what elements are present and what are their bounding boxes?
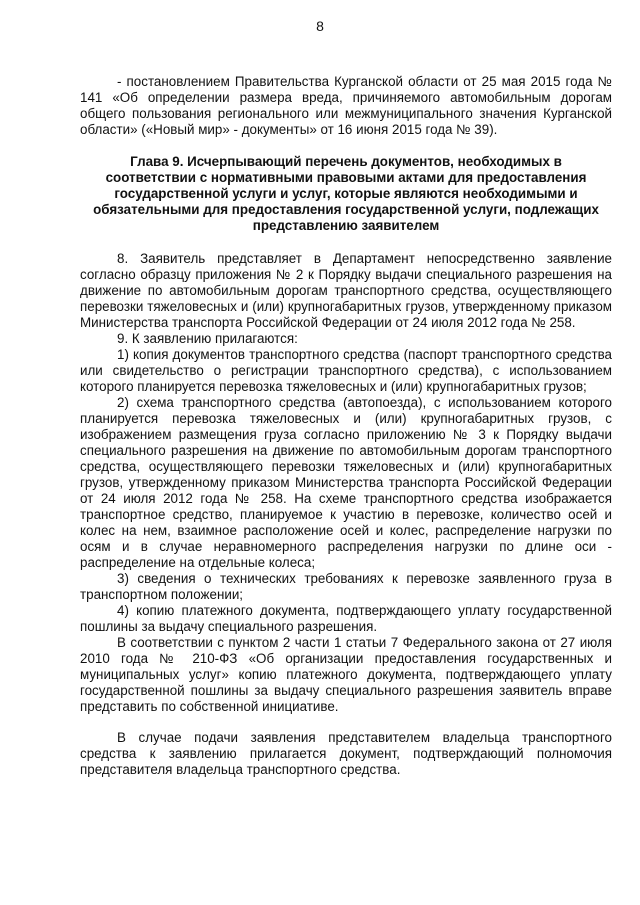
list-item-1: 1) копия документов транспортного средства (паспорт транспортного средства или свидетельство о регистрации транспортного средства), с использованием которого планируется перевозка тяжеловесных и (или) крупногабаритных грузов; <box>80 347 612 394</box>
chapter-heading: Глава 9. Исчерпывающий перечень документов, необходимых в соответствии с нормативными правовыми актами для предоставления государственной услуги и услуг, которые являются необходимыми и обязательными для предоставления государственной услуги, подлежащих представлению заявителем <box>93 154 599 233</box>
list-item-4: 4) копию платежного документа, подтверждающего уплату государственной пошлины за выдачу специального разрешения. <box>80 603 612 634</box>
intro-paragraph: - постановлением Правительства Курганской области от 25 мая 2015 года № 141 «Об определении размера вреда, причиняемого автомобильным дорогам общего пользования регионального или межмуниципального значения Курганской области» («Новый мир» - документы» от 16 июня 2015 года № 39). <box>80 74 612 137</box>
law-reference-paragraph: В соответствии с пунктом 2 части 1 статьи 7 Федерального закона от 27 июля 2010 года № 210-ФЗ «Об организации предоставления государственных и муниципальных услуг» копию платежного документа, подтверждающего уплату государственной пошлины за выдачу специального разрешения заявитель вправе представить по собственной инициативе. <box>80 635 612 714</box>
paragraph-9: 9. К заявлению прилагаются: <box>117 331 298 346</box>
list-item-3: 3) сведения о технических требованиях к перевозке заявленного груза в транспортном положении; <box>80 571 612 602</box>
representative-paragraph: В случае подачи заявления представителем владельца транспортного средства к заявлению прилагается документ, подтверждающий полномочия представителя владельца транспортного средства. <box>80 730 612 777</box>
page-number: 8 <box>316 18 324 34</box>
document-body <box>80 74 612 778</box>
list-item-2: 2) схема транспортного средства (автопоезда), с использованием которого планируется перевозка тяжеловесных и (или) крупногабаритных грузов, с изображением размещения груза согласно приложению № 3 к Порядку выдачи специального разрешения на движение по автомобильным дорогам транспортного средства, осуществляющего перевозки тяжеловесных и (или) крупногабаритных грузов, утвержденному приказом Министерства транспорта Российской Федерации от 24 июля 2012 года № 258. На схеме транспортного средства изображается транспортное средство, планируемое к участию в перевозке, количество осей и колес на нем, взаимное расположение осей и колес, распределение нагрузки по осям и в случае неравномерного распределения нагрузки по длине оси - распределение на отдельные колеса; <box>80 395 612 570</box>
paragraph-8: 8. Заявитель представляет в Департамент непосредственно заявление согласно образцу приложения № 2 к Порядку выдачи специального разрешения на движение по автомобильным дорогам транспортного средства, осуществляющего перевозки тяжеловесных и (или) крупногабаритных грузов, утвержденному приказом Министерства транспорта Российской Федерации от 24 июля 2012 года № 258. <box>80 251 612 330</box>
